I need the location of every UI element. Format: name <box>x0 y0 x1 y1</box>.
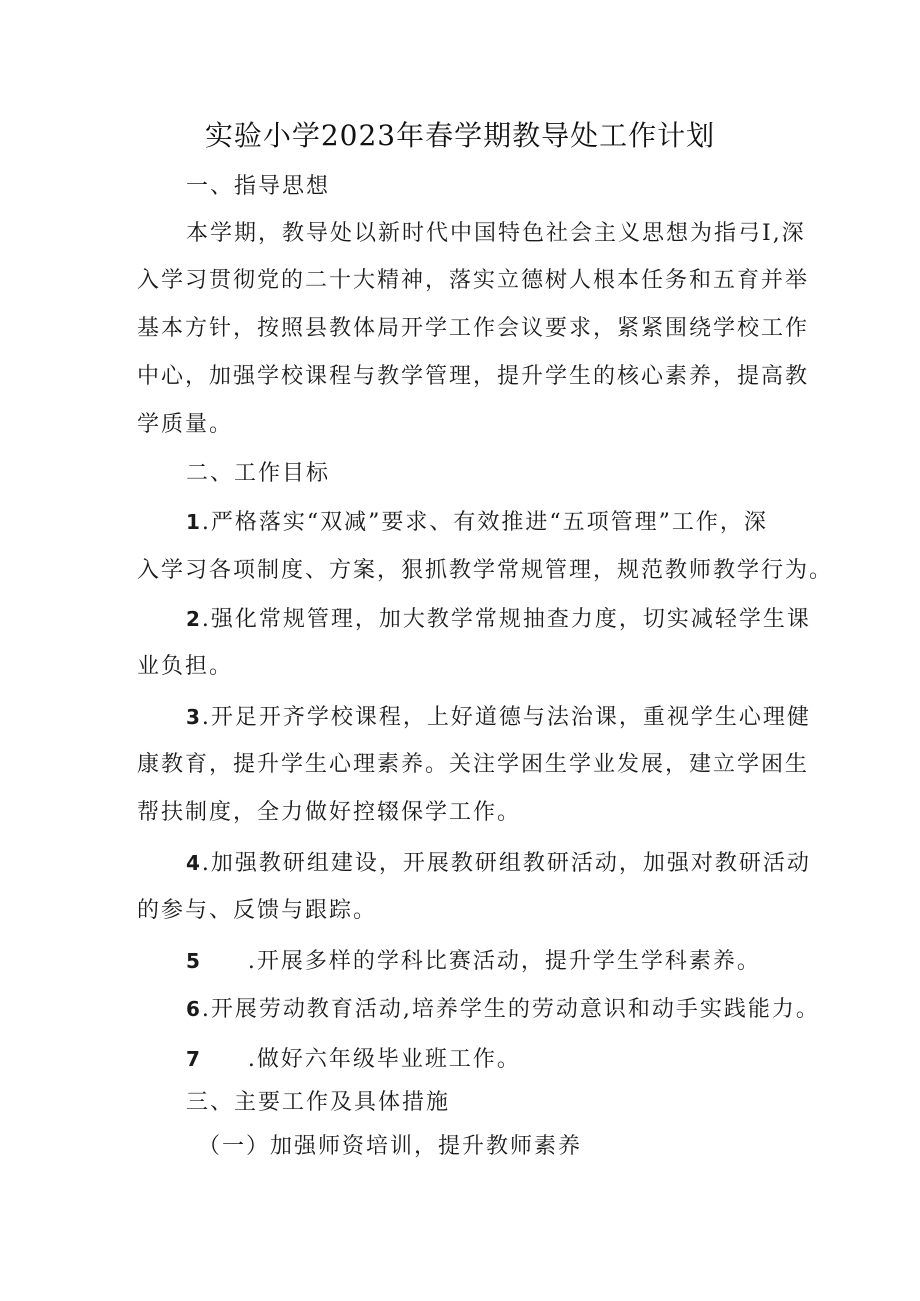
goal-item-line <box>186 848 811 879</box>
paragraph-line: 本学期，教导处以新时代中国特色社会主义思想为指弓I,深 <box>186 221 806 246</box>
goal-item-line: 的参与、反馈与跟踪。 <box>137 898 378 923</box>
section-heading-main-work: 三、主要工作及具体措施 <box>186 1090 451 1115</box>
section-heading-guiding-ideology: 一、指导思想 <box>186 174 331 199</box>
goal-number: 6 <box>186 997 202 1021</box>
goal-text: .开展多样的学科比赛活动，提升学生学科素养。 <box>247 949 761 974</box>
paragraph-line: 学质量。 <box>137 412 234 437</box>
goal-item-line: 入学习各项制度、方案，狠抓教学常规管理，规范教师教学行为。 <box>137 558 834 583</box>
goal-text: .开展劳动教育活动,培养学生的劳动意识和动手实践能力。 <box>201 997 820 1022</box>
goal-item-line <box>186 946 761 977</box>
goal-text: .开足开齐学校课程，上好道德与法治课，重视学生心理健 <box>201 705 811 730</box>
goal-item-line <box>186 507 768 538</box>
goal-text: .严格落实“双减”要求、有效推进“五项管理”工作，深 <box>201 510 768 535</box>
goal-number: 7 <box>186 1047 202 1071</box>
subsection-heading-teacher-training: （一）加强师资培训，提升教师素养 <box>198 1134 583 1159</box>
goal-number: 3 <box>186 705 202 729</box>
goal-item-line: 帮扶制度，全力做好控辍保学工作。 <box>137 800 522 825</box>
goal-number: 1 <box>186 510 202 534</box>
section-heading-work-goals: 二、工作目标 <box>186 461 331 486</box>
goal-number: 2 <box>186 607 202 631</box>
goal-number: 5 <box>186 949 202 973</box>
goal-item-line <box>186 702 811 733</box>
goal-text: .加强教研组建设，开展教研组教研活动，加强对教研活动 <box>201 851 811 876</box>
document-title: 实验小学2023年春学期教导处工作计划 <box>204 119 716 152</box>
goal-item-line: 康教育，提升学生心理素养。关注学困生学业发展，建立学困生 <box>137 752 810 777</box>
goal-number: 4 <box>186 851 202 875</box>
paragraph-line: 基本方针，按照县教体局开学工作会议要求，紧紧围绕学校工作 <box>137 316 810 341</box>
goal-text: .强化常规管理，加大教学常规抽查力度，切实减轻学生课 <box>201 607 811 632</box>
goal-item-line: 业负担。 <box>137 654 234 679</box>
goal-text: .做好六年级毕业班工作。 <box>247 1047 521 1072</box>
paragraph-line: 入学习贯彻党的二十大精神，落实立德树人根本任务和五育并举 <box>137 268 810 293</box>
goal-item-line <box>186 1044 521 1075</box>
goal-item-line <box>186 604 811 635</box>
paragraph-line: 中心，加强学校课程与教学管理，提升学生的核心素养，提高教 <box>137 364 810 389</box>
goal-item-line <box>186 994 820 1025</box>
